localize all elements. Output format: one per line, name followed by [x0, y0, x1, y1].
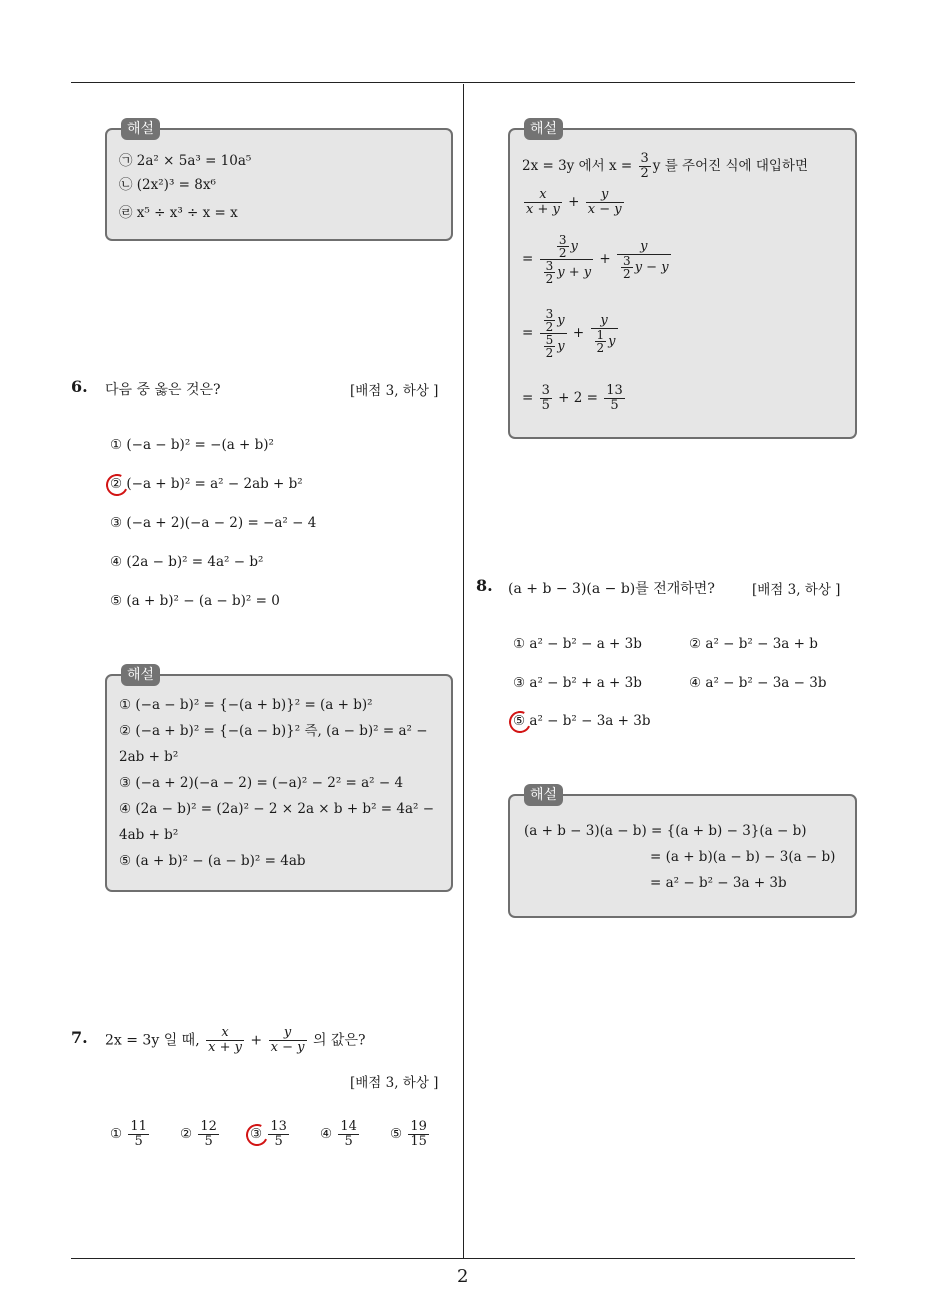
q7-sol-step-1: $\frac{x}{x + y}$ + $\frac{y}{x - y}$ [526, 187, 622, 217]
q6-choice-1[interactable]: ① (−a − b)² = −(a + b)² [110, 437, 274, 453]
q6-score: [배점 3, 하상 ] [350, 383, 439, 399]
q6-sol-line-5: ④ (2a − b)² = (2a)² − 2 × 2a × b + b² = 4a² − [119, 801, 435, 817]
q7-solution-box [508, 121, 857, 439]
q6-number: 6. [71, 377, 88, 396]
page-number: 2 [457, 1266, 469, 1287]
q7-choice-2[interactable]: ② $\frac{12}{5}$ [180, 1119, 217, 1149]
q6-sol-line-4: ③ (−a + 2)(−a − 2) = (−a)² − 2² = a² − 4 [119, 775, 404, 791]
q7-choice-4[interactable]: ④ $\frac{14}{5}$ [320, 1119, 357, 1149]
q7-score: [배점 3, 하상 ] [350, 1075, 439, 1091]
q8-number: 8. [476, 576, 493, 595]
q6-solution-box [105, 667, 453, 892]
q5-sol-line-2: ㉡ (2x²)³ = 8x⁶ [119, 177, 216, 193]
q6-prompt: 다음 중 옳은 것은? [105, 382, 221, 398]
q7-prompt-b: 의 값은? [312, 1032, 366, 1049]
q5-sol-line-3: ㉣ x⁵ ÷ x³ ÷ x = x [119, 205, 238, 221]
q6-choice-4[interactable]: ④ (2a − b)² = 4a² − b² [110, 554, 264, 570]
q6-choice-2[interactable]: ② (−a + b)² = a² − 2ab + b² [110, 476, 303, 492]
column-divider [463, 84, 464, 1258]
q8-choice-4[interactable]: ④ a² − b² − 3a − 3b [689, 675, 827, 691]
q7-prompt: 2x = 3y 일 때, $\frac{x}{x + y}$ + $\frac{y}{x - y}$ 의 값은? [105, 1025, 366, 1055]
q7-prompt-a: 2x = 3y 일 때, [105, 1032, 200, 1049]
q8-sol-line-2: = (a + b)(a − b) − 3(a − b) [650, 849, 836, 865]
q8-solution-box [508, 787, 857, 918]
q8-prompt: (a + b − 3)(a − b)를 전개하면? [508, 581, 715, 597]
q7-choice-3[interactable]: ③ $\frac{13}{5}$ [250, 1119, 287, 1149]
q7-choice-5[interactable]: ⑤ $\frac{19}{15}$ [390, 1119, 427, 1149]
q6-sol-line-1: ① (−a − b)² = {−(a + b)}² = (a + b)² [119, 697, 373, 713]
q8-choice-2[interactable]: ② a² − b² − 3a + b [689, 636, 818, 652]
q8-sol-line-3: = a² − b² − 3a + 3b [650, 875, 787, 891]
q5-sol-line-1: ㉠ 2a² × 5a³ = 10a⁵ [119, 153, 252, 169]
q6-choice-5[interactable]: ⑤ (a + b)² − (a − b)² = 0 [110, 593, 280, 609]
solution-label: 해설 [121, 664, 160, 686]
fraction: $\frac{y}{x - y}$ [270, 1025, 305, 1055]
q5-solution-box [105, 121, 453, 241]
bottom-rule [71, 1258, 855, 1259]
q7-number: 7. [71, 1028, 88, 1047]
q6-sol-line-3: 2ab + b² [119, 749, 179, 765]
q7-sol-step-4: = $\frac{3}{5}$ + 2 = $\frac{13}{5}$ [522, 383, 623, 413]
q7-sol-step-2: = $\frac{3}{2}$ y $\frac{3}{2}$ y + y + y $\frac{3}{2}$ y − y [522, 233, 669, 286]
q8-score: [배점 3, 하상 ] [752, 582, 841, 598]
q8-sol-line-1: (a + b − 3)(a − b) = {(a + b) − 3}(a − b) [524, 823, 807, 839]
q6-sol-line-7: ⑤ (a + b)² − (a − b)² = 4ab [119, 853, 306, 869]
q8-choice-5[interactable]: ⑤ a² − b² − 3a + 3b [513, 713, 651, 729]
q6-choice-3[interactable]: ③ (−a + 2)(−a − 2) = −a² − 4 [110, 515, 317, 531]
q7-sol-step-3: = $\frac{3}{2}$ y $\frac{5}{2}$ y + y $\frac{1}{2}$ y [522, 307, 616, 360]
top-rule [71, 82, 855, 83]
q8-choice-1[interactable]: ① a² − b² − a + 3b [513, 636, 642, 652]
q7-sol-intro: 2x = 3y 에서 x = $\frac{3}{2}$ y 를 주어진 식에 대입하면 [522, 151, 808, 181]
solution-label: 해설 [524, 784, 563, 806]
q6-sol-line-6: 4ab + b² [119, 827, 179, 843]
fraction: $\frac{x}{x + y}$ [208, 1025, 242, 1055]
solution-label: 해설 [524, 118, 563, 140]
q7-choice-1[interactable]: ① $\frac{11}{5}$ [110, 1119, 147, 1149]
q8-choice-3[interactable]: ③ a² − b² + a + 3b [513, 675, 642, 691]
q6-sol-line-2: ② (−a + b)² = {−(a − b)}² 즉, (a − b)² = a² − [119, 723, 428, 739]
solution-label: 해설 [121, 118, 160, 140]
